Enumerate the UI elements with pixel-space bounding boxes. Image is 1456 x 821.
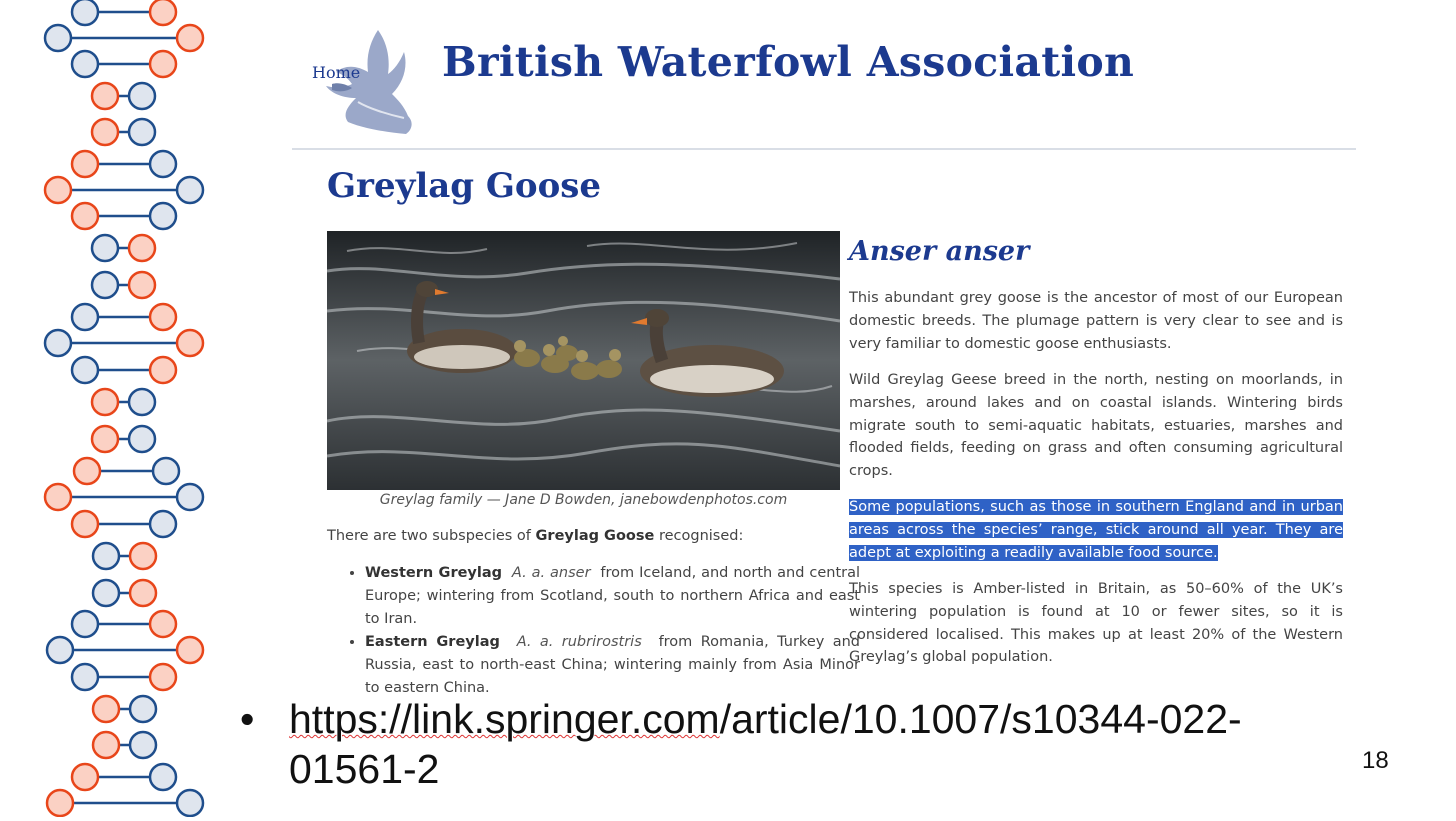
bullet-marker: • bbox=[240, 696, 255, 742]
dna-node bbox=[129, 272, 155, 298]
dna-node bbox=[72, 611, 98, 637]
dna-node bbox=[150, 151, 176, 177]
dna-node bbox=[150, 0, 176, 25]
dna-node bbox=[45, 177, 71, 203]
dna-node bbox=[177, 177, 203, 203]
dna-node bbox=[150, 203, 176, 229]
subspecies-range: from Romania, Turkey and Russia, east to north-east China; wintering mainly from Asia Minor to eastern China. bbox=[365, 634, 860, 696]
dna-node bbox=[72, 511, 98, 537]
dna-node bbox=[177, 790, 203, 816]
photo-caption: Greylag family — Jane D Bowden, janebowdenphotos.com bbox=[379, 492, 788, 508]
goose-logo-icon bbox=[308, 22, 426, 142]
dna-node bbox=[153, 458, 179, 484]
link-domain[interactable]: https://link.springer.com bbox=[289, 696, 720, 742]
home-link[interactable]: Home bbox=[312, 63, 361, 82]
dna-node bbox=[92, 272, 118, 298]
intro-prefix: There are two subspecies of bbox=[327, 528, 536, 544]
dna-node bbox=[72, 151, 98, 177]
subspecies-latin: A. a. anser bbox=[511, 565, 591, 581]
list-item bbox=[365, 631, 860, 700]
site-header bbox=[290, 0, 1360, 150]
dna-node bbox=[130, 732, 156, 758]
dna-node bbox=[45, 25, 71, 51]
dna-node bbox=[92, 389, 118, 415]
dna-node bbox=[47, 790, 73, 816]
dna-node bbox=[72, 51, 98, 77]
subspecies-intro bbox=[327, 528, 847, 544]
dna-node bbox=[72, 664, 98, 690]
paragraph-selected[interactable] bbox=[849, 496, 1343, 564]
species-latin-name: Anser anser bbox=[849, 236, 1030, 267]
subspecies-latin: A. a. rubrirostris bbox=[516, 634, 642, 650]
intro-suffix: recognised: bbox=[654, 528, 744, 544]
paragraph-conservation: This species is Amber-listed in Britain, as 50–60% of the UK’s wintering population is found at 10 or fewer sites, so it is considered localised. This makes up at least 20% of the Western Greylag’s global population. bbox=[849, 581, 1343, 666]
dna-node bbox=[177, 330, 203, 356]
selected-text[interactable]: Some populations, such as those in southern England and in urban areas across the species’ range, stick around all year. They are adept at exploiting a readily available food source. bbox=[849, 499, 1343, 561]
dna-node bbox=[93, 696, 119, 722]
dna-node bbox=[129, 235, 155, 261]
dna-node bbox=[93, 580, 119, 606]
dna-node bbox=[72, 203, 98, 229]
dna-node bbox=[177, 484, 203, 510]
subspecies-name: Western Greylag bbox=[365, 565, 503, 581]
link-path[interactable]: /article/10.1007/s10344-022-01561-2 bbox=[289, 696, 1242, 792]
dna-node bbox=[129, 426, 155, 452]
dna-node bbox=[130, 543, 156, 569]
dna-node bbox=[150, 357, 176, 383]
dna-node bbox=[72, 0, 98, 25]
dna-node bbox=[47, 637, 73, 663]
dna-node bbox=[177, 25, 203, 51]
paragraph-ancestor: This abundant grey goose is the ancestor of most of our European domestic breeds. The plumage pattern is very clear to see and is very familiar to domestic goose enthusiasts. bbox=[849, 290, 1343, 352]
dna-node bbox=[150, 664, 176, 690]
dna-node bbox=[150, 51, 176, 77]
dna-node bbox=[129, 389, 155, 415]
reference-link[interactable] bbox=[289, 694, 1349, 794]
paragraph-breeding: Wild Greylag Geese breed in the north, nesting on moorlands, in marshes, around lakes and on coastal islands. Wintering birds migrate south to semi-aquatic habitats, estuaries, marshes and flooded fields, feeding on grass and often consuming agricultural crops. bbox=[849, 372, 1343, 480]
subspecies-list bbox=[345, 562, 860, 700]
list-item bbox=[365, 562, 860, 631]
dna-node bbox=[72, 764, 98, 790]
dna-node bbox=[45, 484, 71, 510]
dna-helix-decoration bbox=[0, 0, 230, 817]
dna-node bbox=[150, 764, 176, 790]
dna-node bbox=[130, 696, 156, 722]
subspecies-name: Eastern Greylag bbox=[365, 634, 500, 650]
intro-species-name: Greylag Goose bbox=[535, 528, 655, 544]
screenshot-content bbox=[290, 0, 1360, 700]
dna-node bbox=[92, 83, 118, 109]
dna-node bbox=[150, 611, 176, 637]
bwa-logo[interactable] bbox=[308, 22, 426, 142]
dna-node bbox=[93, 543, 119, 569]
dna-node bbox=[72, 357, 98, 383]
dna-node bbox=[130, 580, 156, 606]
dna-node bbox=[92, 119, 118, 145]
dna-node bbox=[129, 119, 155, 145]
subspecies-range: from Iceland, and north and central Europe; wintering from Scotland, south to northern Africa and east to Iran. bbox=[365, 565, 861, 627]
greylag-family-photo bbox=[327, 231, 840, 490]
page-title: Greylag Goose bbox=[327, 166, 602, 206]
dna-node bbox=[45, 330, 71, 356]
dna-node bbox=[129, 83, 155, 109]
dna-node bbox=[93, 732, 119, 758]
dna-node bbox=[92, 426, 118, 452]
association-title: British Waterfowl Association bbox=[442, 38, 1135, 86]
dna-node bbox=[177, 637, 203, 663]
dna-node bbox=[74, 458, 100, 484]
header-divider bbox=[292, 148, 1356, 150]
dna-node bbox=[150, 304, 176, 330]
dna-node bbox=[72, 304, 98, 330]
dna-node bbox=[150, 511, 176, 537]
slide-page-number: 18 bbox=[1362, 747, 1389, 774]
dna-node bbox=[92, 235, 118, 261]
